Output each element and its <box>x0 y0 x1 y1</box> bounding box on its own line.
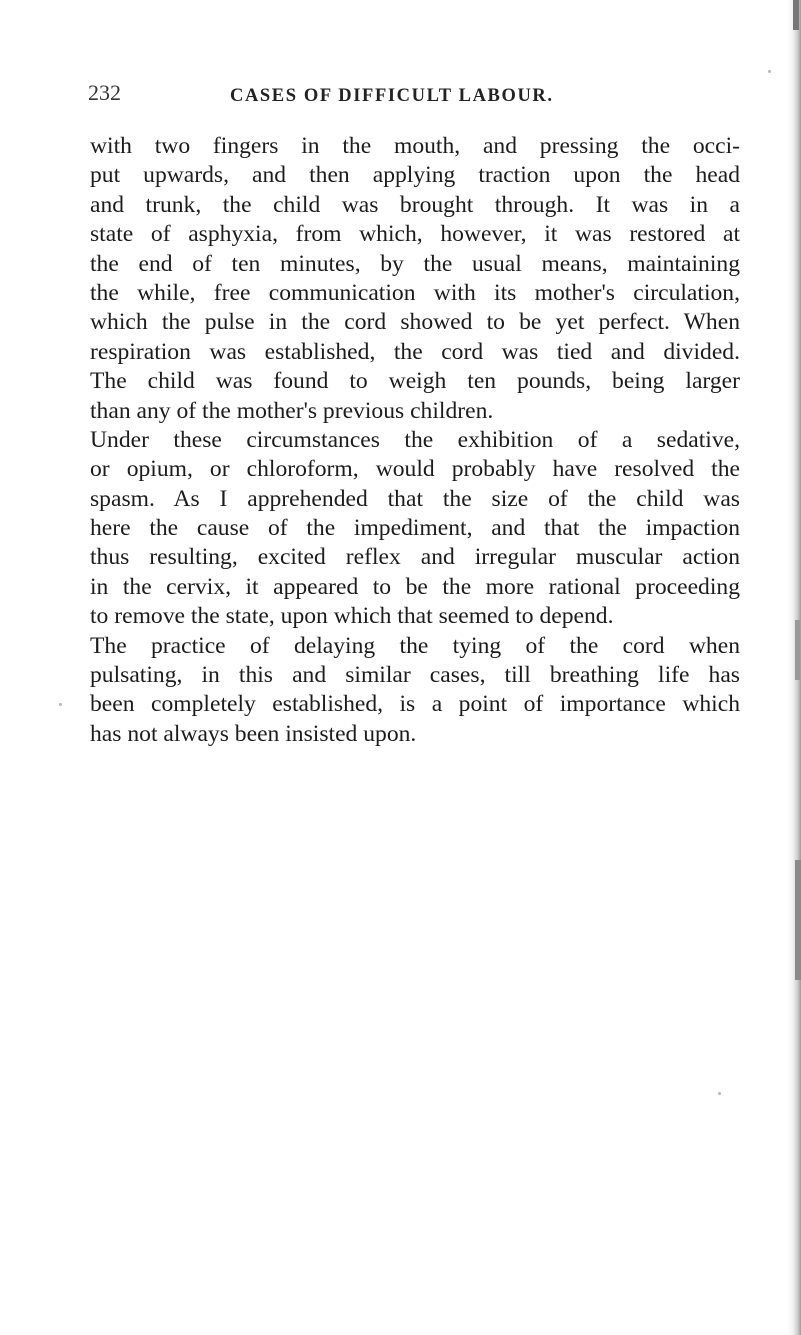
text-line: and trunk, the child was brought through. It was in a <box>90 191 740 218</box>
text-line: Under these circumstances the exhibition of a sedative, <box>90 426 740 453</box>
text-line: which the pulse in the cord showed to be yet perfect. When <box>90 309 740 336</box>
text-line: The practice of delaying the tying of the cord when <box>90 632 740 659</box>
page-edge-mark <box>795 620 800 680</box>
paper-speck <box>59 703 62 706</box>
page-edge-mark <box>793 0 799 30</box>
text-line: to remove the state, upon which that seemed to depend. <box>90 603 614 630</box>
text-line: spasm. As I apprehended that the size of the child was <box>90 485 740 512</box>
page-edge-shadow <box>787 0 801 1335</box>
text-line: than any of the mother's previous children. <box>90 397 494 424</box>
text-line: has not always been insisted upon. <box>90 720 417 747</box>
page-number: 232 <box>88 80 121 105</box>
text-line: The child was found to weigh ten pounds, being larger <box>90 368 740 395</box>
text-line: the while, free communication with its mother's circulation, <box>90 279 740 306</box>
text-line: pulsating, in this and similar cases, till breathing life has <box>90 662 740 689</box>
running-title: CASES OF DIFFICULT LABOUR. <box>230 86 554 106</box>
page-edge-mark <box>795 860 801 980</box>
text-line: been completely established, is a point of importance which <box>90 691 740 718</box>
text-line: here the cause of the impediment, and that the impaction <box>90 515 740 542</box>
text-line: thus resulting, excited reflex and irregular muscular action <box>90 544 740 571</box>
text-line: with two fingers in the mouth, and pressing the occi- <box>90 133 740 159</box>
paper-speck <box>718 1092 721 1095</box>
page-header <box>88 80 708 112</box>
text-line: state of asphyxia, from which, however, it was restored at <box>90 221 740 248</box>
text-line: or opium, or chloroform, would probably have resolved the <box>90 456 740 483</box>
text-line: put upwards, and then applying traction upon the head <box>90 162 740 189</box>
text-line: the end of ten minutes, by the usual means, maintaining <box>90 250 740 277</box>
paper-speck <box>768 70 771 73</box>
text-line: respiration was established, the cord was tied and divided. <box>90 338 740 365</box>
text-line: in the cervix, it appeared to be the more rational proceeding <box>90 573 740 600</box>
body-text <box>90 132 740 749</box>
